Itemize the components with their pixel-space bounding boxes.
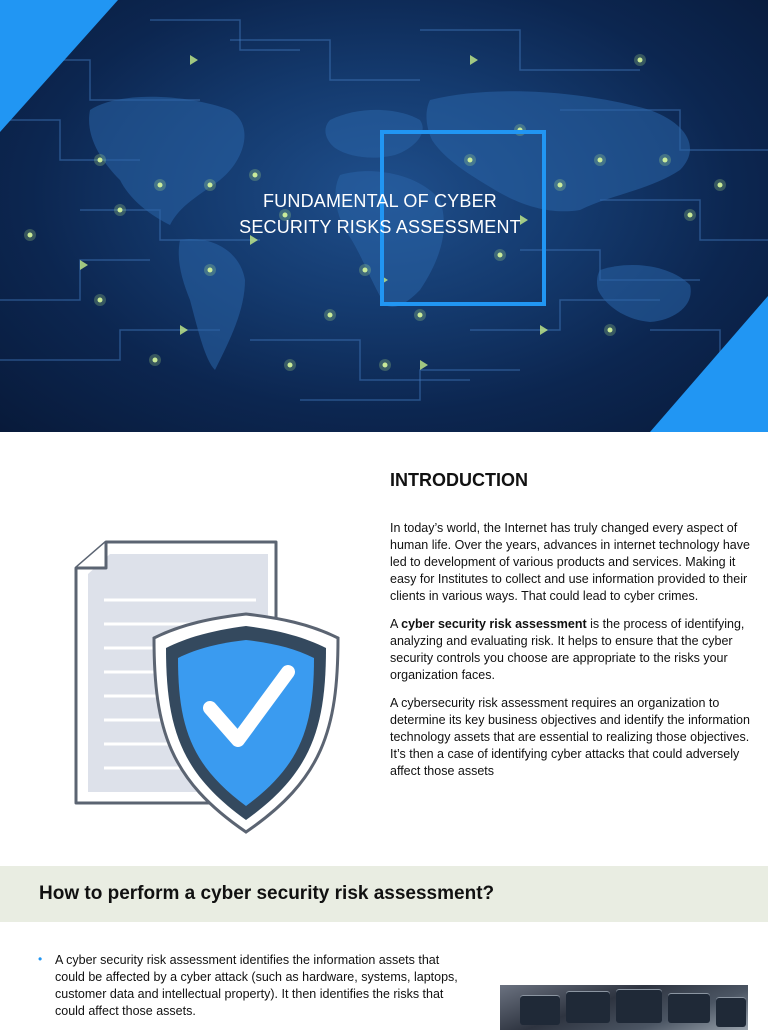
- introduction-heading: INTRODUCTION: [390, 470, 528, 490]
- glow-node-core: [383, 363, 388, 368]
- glow-node-core: [98, 298, 103, 303]
- glow-node-core: [663, 158, 668, 163]
- glow-node-core: [363, 268, 368, 273]
- circuit-trace: [300, 370, 520, 400]
- page-title-line1: FUNDAMENTAL OF CYBER: [262, 191, 498, 211]
- intro-paragraph-2-rest: is the process of identifying, analyzing and evaluating risk. It helps to ensure that the cyber security controls you choose are appropriate to the risks your organization faces.: [390, 617, 745, 682]
- corner-accent-top-left: [0, 0, 118, 132]
- circuit-trace: [0, 330, 220, 360]
- circuit-trace: [0, 260, 150, 300]
- glow-node-core: [638, 58, 643, 63]
- circuit-trace: [250, 340, 470, 380]
- arrow-marker: [470, 55, 478, 65]
- security-illustration: [60, 530, 350, 845]
- arrow-marker: [540, 325, 548, 335]
- keyboard-photo: [500, 985, 748, 1030]
- intro-paragraph-2-prefix: A: [390, 617, 402, 631]
- intro-paragraph-1: In today’s world, the Internet has truly changed every aspect of human life. Over the years, advances in internet technology have led to development of various products and services. Making it easy for Institutes to collect and use information provided to their clients in various ways. That could lead to cyber crimes.: [390, 521, 750, 603]
- glow-node-core: [118, 208, 123, 213]
- intro-paragraph-2: [390, 616, 754, 684]
- glow-node-core: [208, 183, 213, 188]
- glow-node-core: [608, 328, 613, 333]
- hero-banner: [0, 0, 768, 432]
- how-to-title: How to perform a cyber security risk assessment?: [39, 883, 495, 904]
- arrow-marker: [180, 325, 188, 335]
- circuit-trace: [420, 30, 640, 70]
- intro-paragraph-2-bold: cyber security risk assessment: [401, 617, 587, 631]
- glow-node-core: [288, 363, 293, 368]
- page-title: [200, 188, 560, 240]
- arrow-marker: [190, 55, 198, 65]
- glow-node-core: [418, 313, 423, 318]
- south-america-shape: [179, 239, 245, 370]
- circuit-trace: [600, 200, 768, 240]
- glow-node-core: [158, 183, 163, 188]
- page-title-line2: SECURITY RISKS ASSESSMENT: [239, 217, 521, 237]
- glow-node-core: [98, 158, 103, 163]
- arrow-marker: [80, 260, 88, 270]
- circuit-trace: [150, 20, 300, 50]
- circuit-trace: [230, 40, 420, 80]
- arrow-marker: [420, 360, 428, 370]
- glow-node-core: [558, 183, 563, 188]
- intro-paragraph-3: A cybersecurity risk assessment requires an organization to determine its key business objectives and identify the information technology assets that are essential to realizing those objectives. It’s then a case of identifying cyber attacks that could adversely affect those assets: [390, 696, 750, 778]
- introduction-body: [390, 520, 754, 791]
- glow-node-core: [718, 183, 723, 188]
- list-item: • A cyber security risk assessment identifies the information assets that could be affected by a cyber attack (such as hardware, systems, laptops, customer data and intellectual property). It then identifies the risks that could affect those assets.: [38, 952, 468, 1020]
- glow-node-core: [598, 158, 603, 163]
- glow-node-core: [28, 233, 33, 238]
- glow-node-core: [328, 313, 333, 318]
- corner-accent-bottom-right: [650, 296, 768, 432]
- glow-node-core: [688, 213, 693, 218]
- glow-node-core: [253, 173, 258, 178]
- how-to-bullets: [38, 952, 468, 1020]
- glow-node-core: [208, 268, 213, 273]
- glow-node-core: [153, 358, 158, 363]
